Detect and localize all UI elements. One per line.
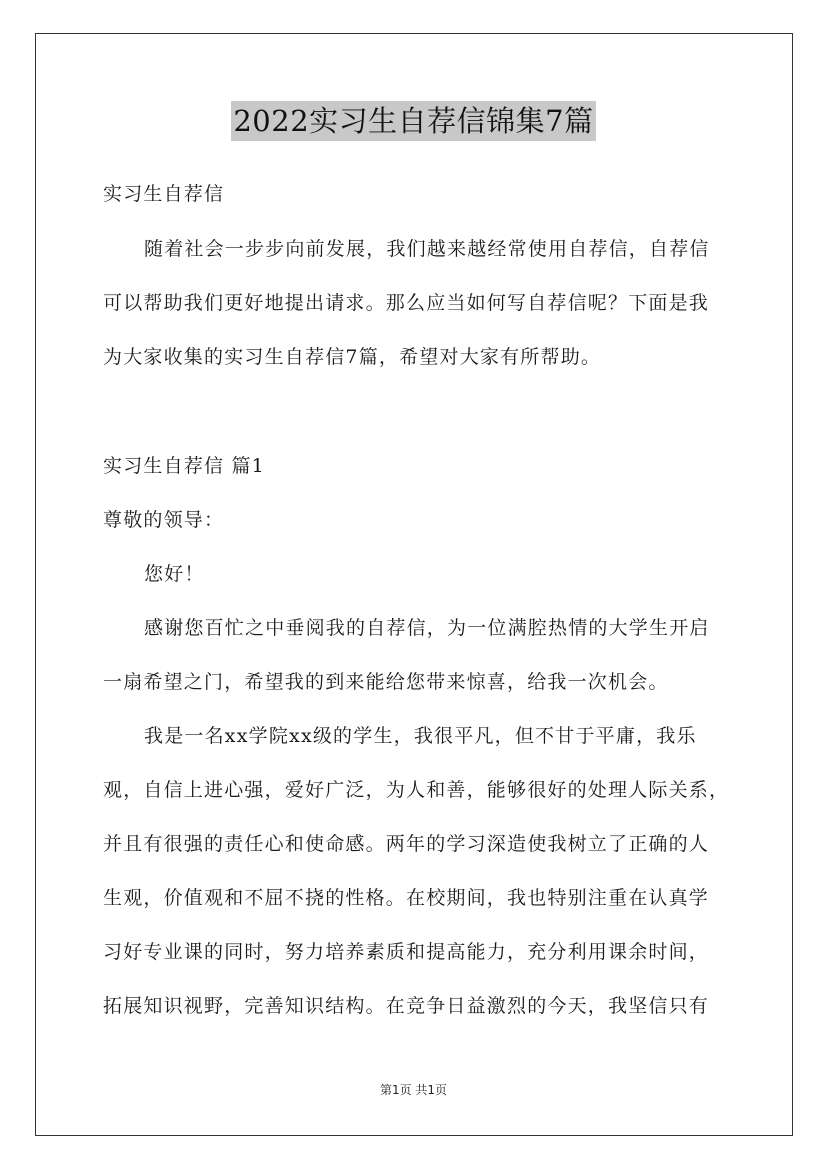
title-container	[0, 101, 827, 141]
paragraph-line: 感谢您百忙之中垂阅我的自荐信，为一位满腔热情的大学生开启	[144, 617, 710, 639]
page-number: 第1页 共1页	[379, 1083, 448, 1097]
paragraph-line: 拓展知识视野，完善知识结构。在竞争日益激烈的今天，我坚信只有	[103, 995, 710, 1017]
paragraph-line: 一扇希望之门，希望我的到来能给您带来惊喜，给我一次机会。	[103, 671, 669, 693]
paragraph-line: 习好专业课的同时，努力培养素质和提高能力，充分利用课余时间，	[103, 941, 710, 963]
greeting: 您好！	[144, 563, 205, 585]
section-heading: 实习生自荐信	[103, 183, 225, 205]
paragraph-line: 可以帮助我们更好地提出请求。那么应当如何写自荐信呢？下面是我	[103, 292, 710, 314]
document-title: 2022实习生自荐信锦集7篇	[231, 101, 595, 141]
page-footer	[0, 1082, 827, 1098]
article-heading: 实习生自荐信 篇1	[103, 455, 265, 477]
paragraph-line: 生观，价值观和不屈不挠的性格。在校期间，我也特别注重在认真学	[103, 887, 710, 909]
paragraph-line: 随着社会一步步向前发展，我们越来越经常使用自荐信，自荐信	[144, 238, 710, 260]
paragraph-line: 观，自信上进心强，爱好广泛，为人和善，能够很好的处理人际关系，	[103, 779, 730, 801]
paragraph-line: 我是一名xx学院xx级的学生，我很平凡，但不甘于平庸，我乐	[144, 725, 697, 747]
salutation: 尊敬的领导：	[103, 509, 225, 531]
paragraph-line: 并且有很强的责任心和使命感。两年的学习深造使我树立了正确的人	[103, 833, 710, 855]
paragraph-line: 为大家收集的实习生自荐信7篇，希望对大家有所帮助。	[103, 346, 602, 368]
